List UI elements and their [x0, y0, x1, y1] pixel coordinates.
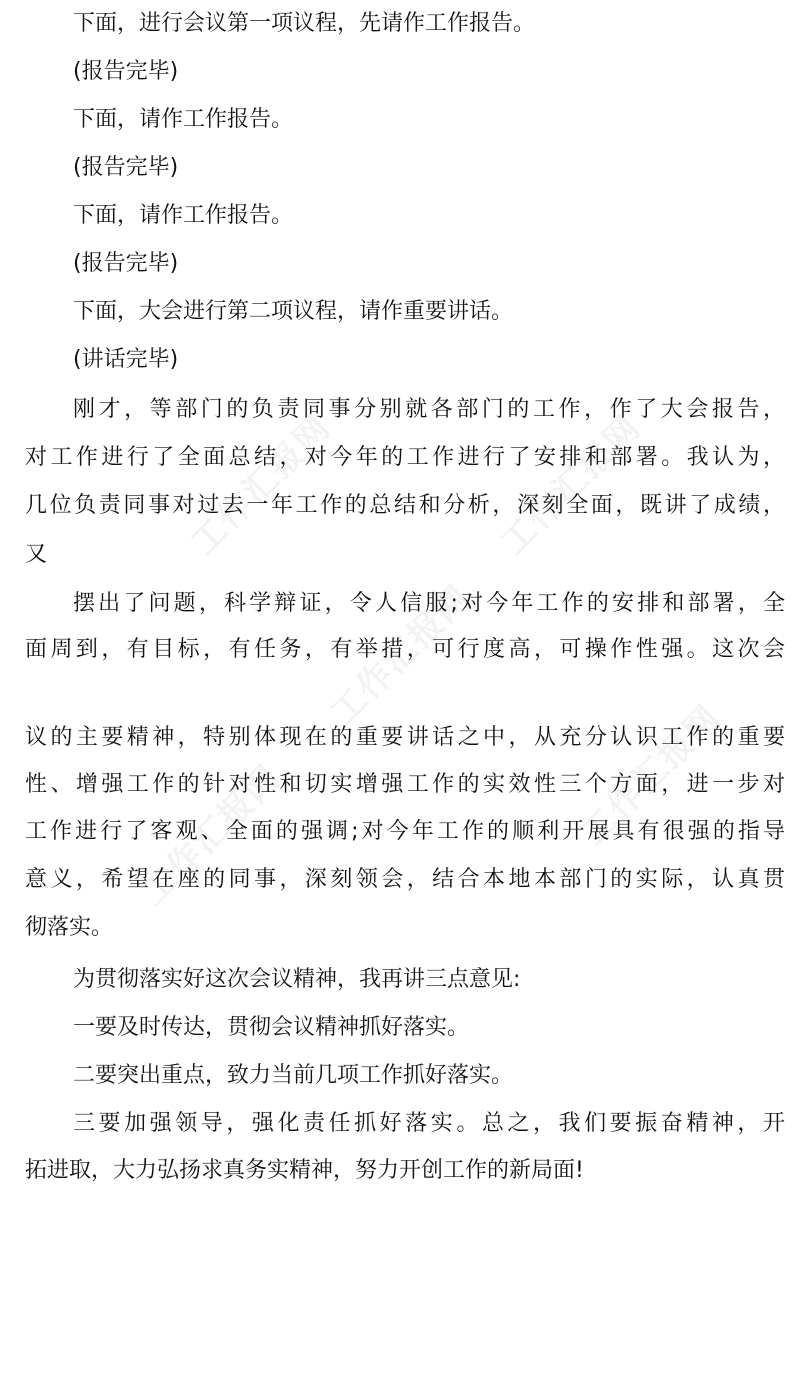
watermark: 工作汇报网 — [573, 697, 730, 853]
text-line: 面周到，有目标，有任务，有举措，可行度高，可操作性强。这次会 — [25, 637, 785, 662]
text-line: 下面，大会进行第二项议程，请作重要讲话。 — [73, 299, 514, 324]
text-line: 性、增强工作的针对性和切实增强工作的实效性三个方面，进一步对 — [25, 772, 785, 797]
text-line: (报告完毕) — [73, 59, 179, 84]
watermark: 工作汇报网 — [183, 407, 340, 563]
text-line: (讲话完毕) — [73, 347, 179, 372]
text-line: 彻落实。 — [25, 915, 114, 940]
text-line: 下面，请作工作报告。 — [73, 203, 294, 228]
text-line: 一要及时传达，贯彻会议精神抓好落实。 — [73, 1015, 470, 1040]
text-line: 下面，进行会议第一项议程，先请作工作报告。 — [73, 11, 536, 36]
text-line: 对工作进行了全面总结，对今年的工作进行了安排和部署。我认为， — [25, 445, 785, 470]
watermark: 工作汇报网 — [133, 757, 290, 913]
text-line: 工作进行了客观、全面的强调;对今年工作的顺利开展具有很强的指导 — [25, 819, 785, 844]
watermark: 工作汇报网 — [323, 577, 480, 733]
text-line: 下面，请作工作报告。 — [73, 107, 294, 132]
text-line: 议的主要精神，特别体现在的重要讲话之中，从充分认识工作的重要 — [25, 725, 785, 750]
text-line: 刚才，等部门的负责同事分别就各部门的工作，作了大会报告， — [73, 397, 785, 422]
watermark: 工作汇报网 — [493, 407, 650, 563]
text-line: 为贯彻落实好这次会议精神，我再讲三点意见: — [73, 967, 521, 992]
text-line: 意义，希望在座的同事，深刻领会，结合本地本部门的实际，认真贯 — [25, 867, 785, 892]
text-line: 二要突出重点，致力当前几项工作抓好落实。 — [73, 1063, 514, 1088]
text-line: (报告完毕) — [73, 155, 179, 180]
text-line: 拓进取，大力弘扬求真务实精神，努力开创工作的新局面! — [25, 1158, 584, 1183]
text-line: 又 — [25, 542, 48, 567]
text-line: 几位负责同事对过去一年工作的总结和分析，深刻全面，既讲了成绩， — [25, 493, 785, 518]
text-line: 摆出了问题，科学辩证，令人信服;对今年工作的安排和部署，全 — [73, 591, 785, 616]
text-line: (报告完毕) — [73, 251, 179, 276]
text-line: 三要加强领导，强化责任抓好落实。总之，我们要振奋精神，开 — [73, 1111, 785, 1136]
